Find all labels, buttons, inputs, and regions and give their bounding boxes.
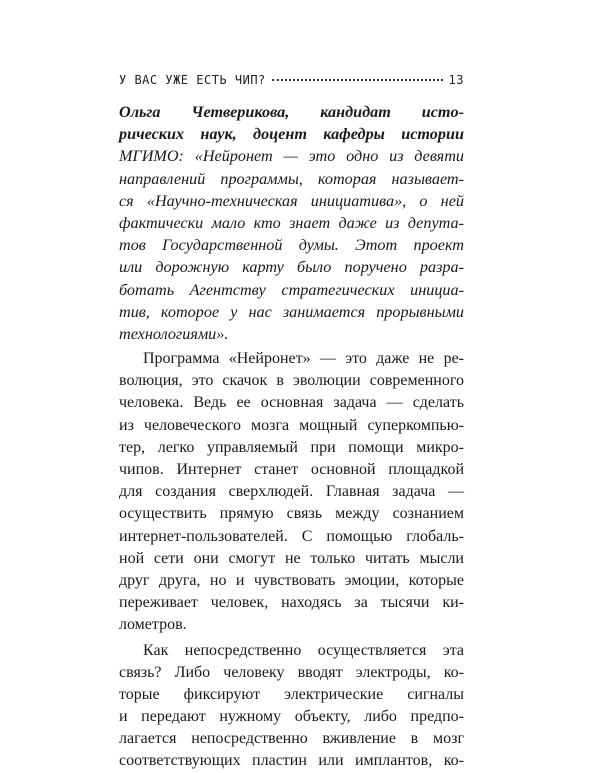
quote-line: направлений программы, которая называет- bbox=[119, 169, 464, 188]
text-line: ной сети они смогут не только читать мысли bbox=[119, 549, 464, 567]
text-line: торые фиксируют электрические сигналы bbox=[119, 685, 464, 703]
running-head bbox=[119, 73, 464, 87]
text-line: волюция, это скачок в эволюции современного bbox=[119, 372, 464, 390]
paragraph-2 bbox=[119, 640, 464, 773]
text-line: лагается непосредственно вживление в мозг bbox=[119, 730, 464, 748]
quote-paragraph bbox=[119, 101, 464, 345]
quote-line: тив, которое у нас занимается прорывными bbox=[119, 302, 464, 321]
quote-line bbox=[119, 101, 464, 123]
quote-line: технологиями». bbox=[119, 324, 229, 343]
quote-line: ся «Научно-техническая инициатива», о ней bbox=[119, 191, 464, 210]
running-title: У ВАС УЖЕ ЕСТЬ ЧИП? bbox=[119, 73, 266, 87]
quote-line: МГИМО: «Нейронет — это одно из девяти bbox=[119, 147, 464, 166]
text-line: лометров. bbox=[119, 616, 187, 634]
quote-line: ботать Агентству стратегических инициа- bbox=[119, 280, 464, 299]
text-line: чипов. Интернет станет основной площадкой bbox=[119, 461, 464, 478]
text-line: Программа «Нейронет» — это даже не ре- bbox=[143, 350, 464, 368]
text-line: тер, легко управляемый при помощи микро- bbox=[119, 438, 464, 456]
quote-line: тов Государственной думы. Этот проект bbox=[119, 236, 464, 255]
quote-author: Ольга Четверикова, кандидат истo- bbox=[119, 103, 464, 121]
quote-line bbox=[119, 123, 464, 145]
body-text bbox=[119, 101, 464, 773]
quote-line: или дорожную карту было поручено разра- bbox=[119, 258, 464, 277]
text-line: связь? Либо человеку вводят электроды, ко- bbox=[119, 663, 464, 681]
text-line: интернет-пользователей. С помощью глобаль- bbox=[119, 527, 464, 545]
text-line: осуществить прямую связь между сознанием bbox=[119, 505, 464, 523]
text-line: из человеческого мозга мощный суперкомпью- bbox=[119, 416, 464, 434]
dot-leader bbox=[272, 79, 443, 81]
page-number: 13 bbox=[448, 73, 464, 87]
text-line: и передают нужному объекту, либо предпо- bbox=[119, 708, 464, 726]
text-line: соответствующих пластин или имплантов, ко- bbox=[119, 752, 464, 770]
text-line: Как непосредственно осуществляется эта bbox=[143, 641, 464, 659]
text-line: для создания сверхлюдей. Главная задача — bbox=[119, 483, 464, 501]
text-line: друг друга, но и чувствовать эмоции, которые bbox=[119, 571, 464, 589]
text-line: переживает человек, находясь за тысячи ки- bbox=[119, 594, 464, 612]
paragraph-1 bbox=[119, 348, 464, 636]
text-line: человека. Ведь ее основная задача — сделать bbox=[119, 394, 464, 412]
quote-line: фактически мало кто знает даже из депута- bbox=[119, 213, 464, 232]
quote-author-cont: рических наук, доцент кафедры истории bbox=[119, 125, 464, 144]
